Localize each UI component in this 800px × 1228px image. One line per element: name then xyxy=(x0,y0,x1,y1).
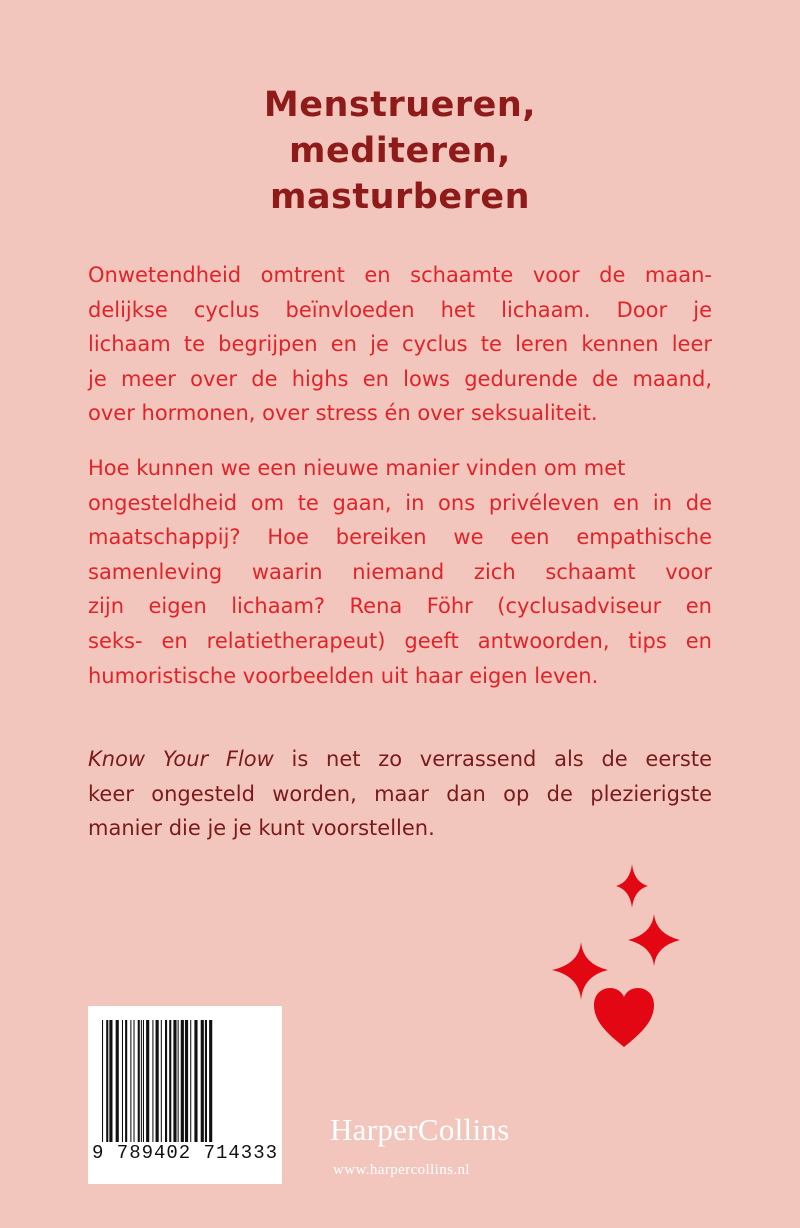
blurb-line: over hormonen, over stress én over seksualiteit. xyxy=(88,401,598,426)
isbn-number: 9 789402 714333 xyxy=(91,1142,279,1164)
title-line: mediteren, xyxy=(289,131,511,171)
blurb-line: lichaam te begrijpen en je cyclus te leren kennen leer xyxy=(88,332,712,357)
barcode-bar xyxy=(109,1020,112,1142)
blurb-line: zijn eigen lichaam? Rena Föhr (cyclusadviseur en xyxy=(88,594,712,619)
barcode-bar xyxy=(190,1020,191,1142)
blurb-line: je meer over de highs en lows gedurende de maand, xyxy=(88,366,712,391)
barcode-bar xyxy=(201,1020,204,1142)
heart-icon xyxy=(594,988,654,1047)
blurb-paragraph-1 xyxy=(88,258,712,431)
barcode-bar xyxy=(181,1020,184,1142)
sparkles-heart-decoration xyxy=(548,862,688,1062)
barcode-bar xyxy=(209,1020,212,1142)
blurb-paragraph-2 xyxy=(88,451,712,693)
blurb-line: delijkse cyclus beïnvloeden het lichaam. Door je xyxy=(88,297,712,322)
blurb-line: keer ongesteld worden, maar dan op de plezierigste xyxy=(88,781,712,806)
barcode-bar xyxy=(134,1020,135,1142)
barcode-bar xyxy=(161,1020,162,1142)
barcode-bar xyxy=(116,1020,119,1142)
barcode-bar xyxy=(156,1020,159,1142)
barcode xyxy=(88,1006,282,1184)
barcode-bar xyxy=(122,1020,123,1142)
barcode-bar xyxy=(138,1020,140,1142)
publisher-logo: HarperCollins xyxy=(330,1112,510,1147)
barcode-bar xyxy=(169,1020,171,1142)
blurb-line: manier die je je kunt voorstellen. xyxy=(88,816,435,841)
barcode-bar xyxy=(106,1020,108,1142)
blurb-line: seks- en relatietherapeut) geeft antwoorden, tips en xyxy=(88,628,712,653)
barcode-bar xyxy=(194,1020,197,1142)
barcode-bar xyxy=(102,1020,103,1142)
blurb-line: Hoe kunnen we een nieuwe manier vinden om met xyxy=(88,456,626,480)
barcode-bar xyxy=(146,1020,149,1142)
barcode-bars xyxy=(100,1020,270,1142)
barcode-bar xyxy=(152,1020,153,1142)
barcode-bar xyxy=(173,1020,176,1142)
title-line: masturberen xyxy=(269,177,531,217)
book-title-italic: Know Your Flow xyxy=(88,747,274,771)
blurb-line: Onwetendheid omtrent en schaamte voor de maan- xyxy=(88,263,712,287)
barcode-bar xyxy=(205,1020,207,1142)
blurb-line: humoristische voorbeelden uit haar eigen leven. xyxy=(88,663,599,688)
barcode-bar xyxy=(165,1020,167,1142)
sparkle-icon xyxy=(552,942,608,1000)
title-line: Menstrueren, xyxy=(263,85,537,125)
barcode-bar xyxy=(185,1020,188,1142)
blurb-line: maatschappij? Hoe bereiken we een empathische xyxy=(88,525,712,550)
sparkle-icon xyxy=(616,864,648,908)
publisher-url: www.harpercollins.nl xyxy=(333,1162,470,1178)
blurb-text: is net zo verrassend als de eerste xyxy=(273,747,712,771)
barcode-bar xyxy=(125,1020,127,1142)
blurb-line xyxy=(88,742,712,777)
barcode-bar xyxy=(178,1020,179,1142)
blurb-line: ongesteldheid om te gaan, in ons privéleven en in de xyxy=(88,490,712,515)
barcode-bar xyxy=(143,1020,144,1142)
barcode-bar xyxy=(130,1020,131,1142)
blurb-paragraph-3 xyxy=(88,742,712,846)
barcode-bar xyxy=(141,1020,142,1142)
book-back-title xyxy=(0,82,800,220)
blurb-line: samenleving waarin niemand zich schaamt voor xyxy=(88,559,712,584)
sparkle-icon xyxy=(628,914,680,966)
